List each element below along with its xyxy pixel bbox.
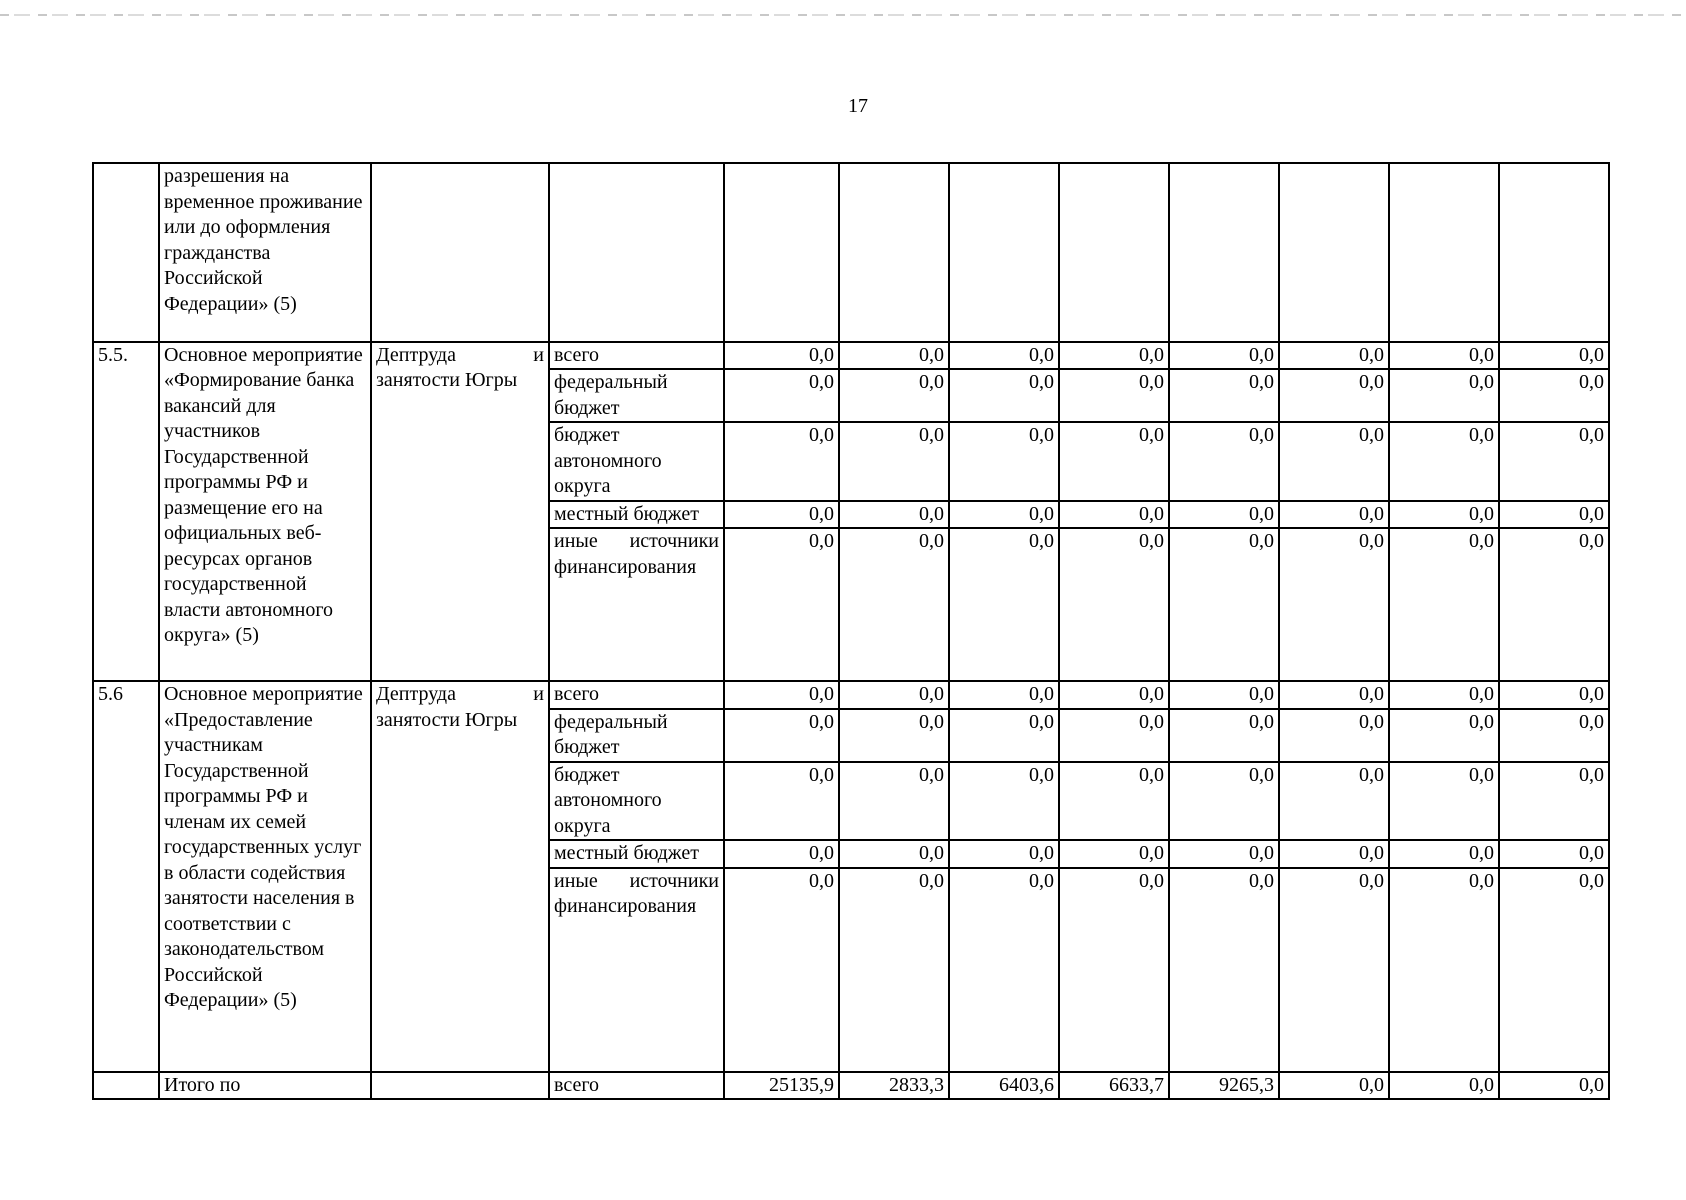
value-cell: 0,0: [1499, 528, 1609, 681]
value-cell: 0,0: [839, 342, 949, 370]
value-cell: 0,0: [1279, 709, 1389, 762]
value-cell: 0,0: [839, 762, 949, 841]
page-number: 17: [848, 95, 868, 117]
source-regional: бюджет автономного округа: [549, 762, 724, 841]
source-other-word: источники: [629, 869, 719, 892]
value-cell: [839, 163, 949, 342]
code-cell: [93, 1072, 159, 1100]
value-cell: 0,0: [839, 501, 949, 529]
value-cell: 0,0: [949, 762, 1059, 841]
value-cell: 0,0: [1059, 840, 1169, 868]
total-value-cell: 0,0: [1499, 1072, 1609, 1100]
value-cell: 0,0: [1169, 868, 1279, 1072]
source-cell: [549, 163, 724, 342]
value-cell: 0,0: [839, 422, 949, 501]
event-name-cell: Основное мероприятие «Предоставление участникам Государственной программы РФ и членам их семей государственных услуг в области содействия занятости населения в соответствии с законодательством Российской Федерации» (5): [159, 681, 371, 1072]
value-cell: [1059, 163, 1169, 342]
value-cell: 0,0: [839, 528, 949, 681]
value-cell: 0,0: [1059, 369, 1169, 422]
source-other-line: финансирования: [554, 895, 697, 917]
value-cell: 0,0: [1499, 868, 1609, 1072]
value-cell: 0,0: [1279, 840, 1389, 868]
event-name-cell: Основное мероприятие «Формирование банка вакансий для участников Государственной программы РФ и размещение его на официальных веб-ресурсах органов государственной власти автономного округа» (5): [159, 342, 371, 682]
source-local: местный бюджет: [549, 501, 724, 529]
event-name-cell: разрешения на временное проживание или до оформления гражданства Российской Федерации» (5): [159, 163, 371, 342]
value-cell: 0,0: [839, 709, 949, 762]
source-other-word: источники: [629, 530, 719, 552]
source-regional: бюджет автономного округа: [549, 422, 724, 501]
value-cell: 0,0: [724, 840, 839, 868]
value-cell: 0,0: [1279, 762, 1389, 841]
executor-word: Дептруда: [376, 343, 456, 366]
value-cell: 0,0: [724, 501, 839, 529]
executor-line: [376, 682, 544, 708]
value-cell: 0,0: [1499, 709, 1609, 762]
executor-word: и: [533, 343, 544, 366]
value-cell: 0,0: [949, 528, 1059, 681]
value-cell: 0,0: [1499, 762, 1609, 841]
source-other-word: иные: [554, 869, 598, 892]
value-cell: 0,0: [724, 369, 839, 422]
value-cell: 0,0: [949, 369, 1059, 422]
source-other-word: иные: [554, 530, 598, 552]
value-cell: 0,0: [1059, 762, 1169, 841]
value-cell: 0,0: [724, 422, 839, 501]
value-cell: 0,0: [1279, 422, 1389, 501]
value-cell: 0,0: [1279, 681, 1389, 709]
table-row: [93, 342, 1609, 370]
value-cell: 0,0: [1389, 681, 1499, 709]
value-cell: 0,0: [1279, 501, 1389, 529]
value-cell: 0,0: [1499, 422, 1609, 501]
value-cell: 0,0: [1389, 528, 1499, 681]
value-cell: 0,0: [839, 868, 949, 1072]
code-cell: [93, 163, 159, 342]
value-cell: 0,0: [1169, 369, 1279, 422]
value-cell: 0,0: [1169, 681, 1279, 709]
total-value-cell: 9265,3: [1169, 1072, 1279, 1100]
value-cell: 0,0: [1389, 868, 1499, 1072]
executor-cell: [371, 342, 549, 682]
value-cell: 0,0: [1169, 501, 1279, 529]
source-other-line: [554, 529, 719, 555]
value-cell: [1389, 163, 1499, 342]
value-cell: 0,0: [1389, 501, 1499, 529]
total-row: [93, 1072, 1609, 1100]
value-cell: 0,0: [1059, 528, 1169, 681]
value-cell: 0,0: [1059, 501, 1169, 529]
value-cell: 0,0: [1059, 342, 1169, 370]
value-cell: 0,0: [1059, 422, 1169, 501]
value-cell: 0,0: [1389, 369, 1499, 422]
table-row: [93, 681, 1609, 709]
scan-edge: [0, 14, 1686, 16]
source-federal: федеральный бюджет: [549, 709, 724, 762]
source-local: местный бюджет: [549, 840, 724, 868]
value-cell: 0,0: [724, 528, 839, 681]
value-cell: 0,0: [1499, 681, 1609, 709]
code-cell: 5.6: [93, 681, 159, 1072]
value-cell: 0,0: [1499, 342, 1609, 370]
value-cell: 0,0: [1279, 528, 1389, 681]
value-cell: [949, 163, 1059, 342]
value-cell: [724, 163, 839, 342]
total-label: Итого по: [159, 1072, 371, 1100]
source-other-line: финансирования: [554, 555, 697, 578]
value-cell: 0,0: [1279, 369, 1389, 422]
executor-cell: [371, 163, 549, 342]
value-cell: 0,0: [1389, 422, 1499, 501]
value-cell: 0,0: [1169, 422, 1279, 501]
value-cell: 0,0: [1499, 369, 1609, 422]
value-cell: 0,0: [949, 840, 1059, 868]
value-cell: [1279, 163, 1389, 342]
value-cell: 0,0: [1279, 868, 1389, 1072]
executor-line: [376, 343, 544, 369]
value-cell: [1169, 163, 1279, 342]
executor-word: и: [533, 683, 544, 705]
total-value-cell: 0,0: [1279, 1072, 1389, 1100]
executor-line: занятости Югры: [376, 369, 518, 391]
total-value-cell: 6633,7: [1059, 1072, 1169, 1100]
value-cell: 0,0: [1059, 709, 1169, 762]
source-other: [549, 528, 724, 681]
source-other-line: [554, 869, 719, 895]
value-cell: 0,0: [724, 762, 839, 841]
executor-word: Дептруда: [376, 683, 456, 705]
executor-cell: [371, 681, 549, 1072]
value-cell: 0,0: [839, 840, 949, 868]
total-value-cell: 0,0: [1389, 1072, 1499, 1100]
value-cell: 0,0: [1169, 528, 1279, 681]
value-cell: 0,0: [1279, 342, 1389, 370]
value-cell: 0,0: [949, 342, 1059, 370]
value-cell: 0,0: [949, 709, 1059, 762]
value-cell: 0,0: [1059, 868, 1169, 1072]
value-cell: 0,0: [724, 709, 839, 762]
source-other: [549, 868, 724, 1072]
value-cell: 0,0: [1389, 709, 1499, 762]
value-cell: 0,0: [1389, 342, 1499, 370]
total-value-cell: 25135,9: [724, 1072, 839, 1100]
value-cell: 0,0: [1499, 501, 1609, 529]
value-cell: 0,0: [1389, 762, 1499, 841]
financing-table: [92, 162, 1610, 1100]
total-value-cell: 2833,3: [839, 1072, 949, 1100]
source-total: всего: [549, 1072, 724, 1100]
value-cell: 0,0: [949, 422, 1059, 501]
value-cell: 0,0: [1059, 681, 1169, 709]
value-cell: 0,0: [1169, 840, 1279, 868]
value-cell: 0,0: [949, 681, 1059, 709]
value-cell: 0,0: [949, 501, 1059, 529]
value-cell: 0,0: [1169, 709, 1279, 762]
source-total: всего: [549, 681, 724, 709]
executor-cell: [371, 1072, 549, 1100]
value-cell: 0,0: [1499, 840, 1609, 868]
value-cell: 0,0: [1169, 762, 1279, 841]
value-cell: 0,0: [949, 868, 1059, 1072]
value-cell: 0,0: [724, 868, 839, 1072]
value-cell: 0,0: [839, 681, 949, 709]
source-federal: федеральный бюджет: [549, 369, 724, 422]
executor-line: занятости Югры: [376, 708, 518, 731]
value-cell: 0,0: [724, 342, 839, 370]
total-value-cell: 6403,6: [949, 1072, 1059, 1100]
source-total: всего: [549, 342, 724, 370]
code-cell: 5.5.: [93, 342, 159, 682]
value-cell: 0,0: [1389, 840, 1499, 868]
value-cell: 0,0: [839, 369, 949, 422]
value-cell: 0,0: [724, 681, 839, 709]
value-cell: 0,0: [1169, 342, 1279, 370]
value-cell: [1499, 163, 1609, 342]
table-row: [93, 163, 1609, 342]
